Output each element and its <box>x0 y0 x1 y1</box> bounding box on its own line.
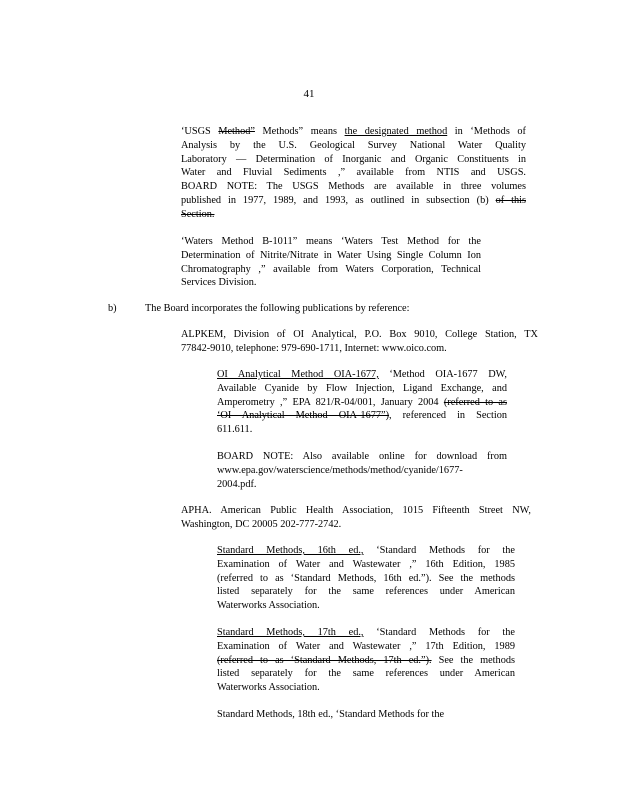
apha-entry <box>181 504 531 532</box>
waters-line-1: ‘Waters Method B-1011” means ‘Waters Test Method for the <box>181 236 481 247</box>
waters-line-3: Chromatography ,” available from Waters Corporation, Technical <box>181 263 481 275</box>
sm16-line-5: Waterworks Association. <box>217 600 320 612</box>
sm16-line-3: (referred to as ‘Standard Methods, 16th ed.”). See the methods <box>217 572 515 584</box>
oi-line-3: Amperometry ,” EPA 821/R-04/001, January 2004 (referred to as <box>217 396 507 408</box>
sm17-line-3: (referred to as ‘Standard Methods, 17th ed.”). See the methods <box>217 654 515 666</box>
page-number: 41 <box>303 88 315 100</box>
definition-usgs-methods <box>181 125 526 222</box>
sm17-line-5: Waterworks Association. <box>217 682 320 694</box>
oi-analytical-method <box>217 368 507 437</box>
definition-waters-method <box>181 235 481 290</box>
subsection-b-text: The Board incorporates the following publications by reference: <box>145 303 410 314</box>
sm16-line-4: listed separately for the same references under American <box>217 586 515 598</box>
standard-methods-16th <box>217 544 515 613</box>
sm18-line-1: Standard Methods, 18th ed., ‘Standard Methods for the <box>217 709 445 720</box>
apha-line-1: APHA. American Public Health Association, 1015 Fifteenth Street NW, <box>181 505 531 516</box>
oi-line-1: OI Analytical Method OIA-1677, ‘Method OIA-1677 DW, <box>217 369 508 380</box>
usgs-line-2: Analysis by the U.S. Geological Survey National Water Quality <box>181 139 526 151</box>
waters-line-4: Services Division. <box>181 277 257 289</box>
apha-line-2: Washington, DC 20005 202-777-2742. <box>181 518 342 530</box>
sm16-line-2: Examination of Water and Wastewater ,” 16th Edition, 1985 <box>217 558 515 570</box>
alpkem-line-1: ALPKEM, Division of OI Analytical, P.O. Box 9010, College Station, TX <box>181 329 538 340</box>
usgs-line-3: Laboratory — Determination of Inorganic and Organic Constituents in <box>181 153 526 165</box>
alpkem-line-2: 77842-9010, telephone: 979-690-1711, Internet: www.oico.com. <box>181 342 447 354</box>
oi-line-4: ‘OI Analytical Method OIA-1677”), referenced in Section <box>217 410 507 422</box>
usgs-line-6: published in 1977, 1989, and 1993, as outlined in subsection (b) of this <box>181 194 526 206</box>
sm17-line-1: Standard Methods, 17th ed., ‘Standard Methods for the <box>217 627 515 638</box>
usgs-line-4: Water and Fluvial Sediments ,” available from NTIS and USGS. <box>181 167 526 179</box>
waters-line-2: Determination of Nitrite/Nitrate in Water Using Single Column Ion <box>181 249 481 261</box>
usgs-board-note: BOARD NOTE: The USGS Methods are available in three volumes <box>181 181 526 193</box>
sm17-line-2: Examination of Water and Wastewater ,” 17th Edition, 1989 <box>217 640 515 652</box>
usgs-line-7: Section. <box>181 208 215 220</box>
sm17-line-4: listed separately for the same references under American <box>217 668 515 680</box>
subsection-b-label: b) <box>108 303 117 314</box>
standard-methods-18th <box>217 708 479 722</box>
sm16-line-1: Standard Methods, 16th ed., ‘Standard Methods for the <box>217 545 515 556</box>
oi-line-2: Available Cyanide by Flow Injection, Ligand Exchange, and <box>217 382 507 394</box>
alpkem-entry <box>181 328 538 356</box>
board-note-oi-line-3: 2004.pdf. <box>217 478 257 490</box>
board-note-oi-line-1: BOARD NOTE: Also available online for download from <box>217 451 507 462</box>
board-note-oi <box>217 450 507 491</box>
oi-line-5: 611.611. <box>217 424 253 436</box>
usgs-line-1: ‘USGS Method” Methods” means the designated method in ‘Methods of <box>181 126 526 137</box>
board-note-oi-url[interactable]: www.epa.gov/waterscience/methods/method/cyanide/1677- <box>217 464 463 476</box>
standard-methods-17th <box>217 626 515 695</box>
